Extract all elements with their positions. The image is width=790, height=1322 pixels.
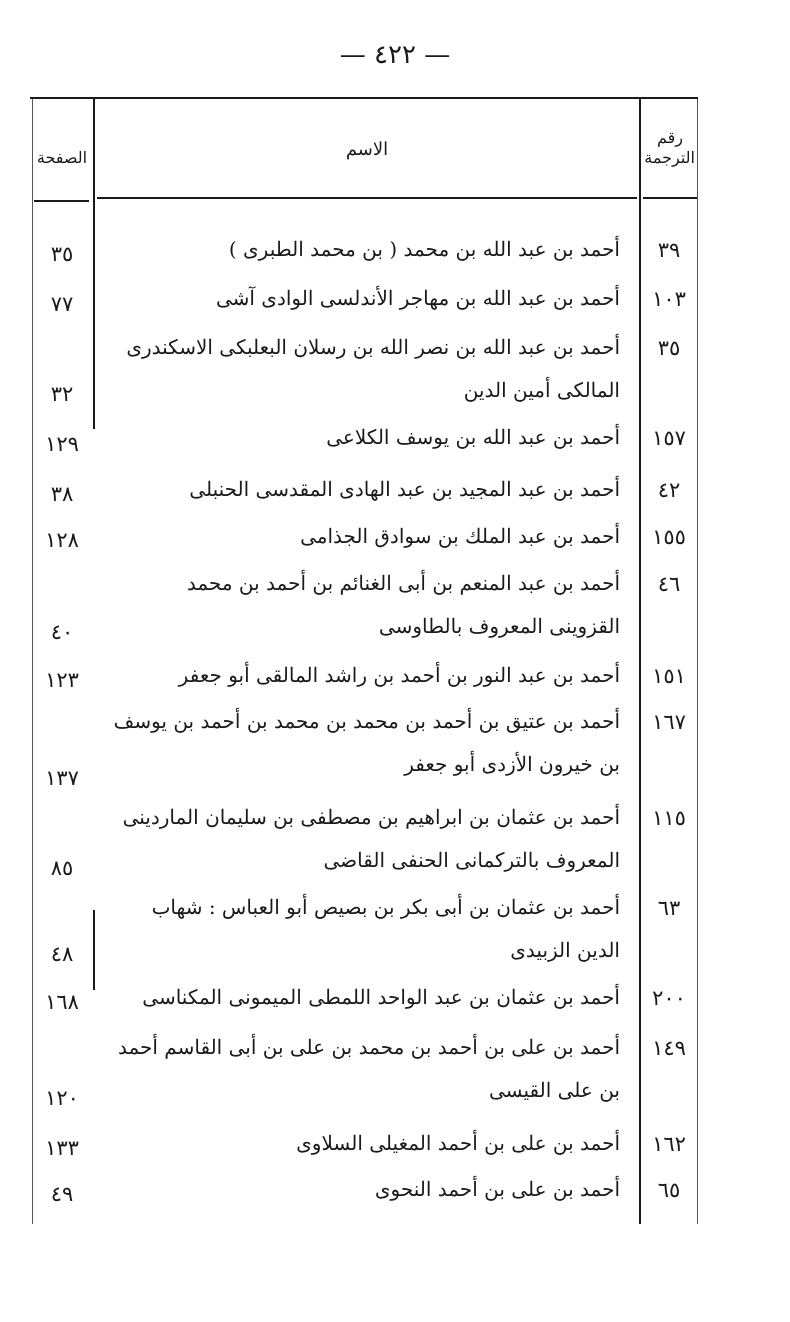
page-number: — ٤٢٢ —: [339, 40, 451, 70]
entry-name: أحمد بن عبد الملك بن سوادق الجذامى: [300, 524, 620, 548]
entry-page: ١٢٨: [45, 528, 79, 552]
entry-number: ١٠٣: [652, 287, 686, 311]
entry-page: ١٦٨: [45, 990, 79, 1014]
entry-name: أحمد بن عثمان بن أبى بكر بن بصيص أبو العباس : شهاب الدين الزبيدى: [151, 895, 620, 962]
left-edge-rule: [32, 99, 33, 1224]
entry-page: ١٣٣: [45, 1136, 79, 1160]
column-divider-page-lower: [93, 910, 95, 990]
header-name: الاسم: [345, 139, 389, 160]
entry-page: ١٢٣: [45, 668, 79, 692]
entry-name: أحمد بن عثمان بن ابراهيم بن مصطفى بن سليمان الماردينى المعروف بالتركمانى الحنفى القاضى: [122, 805, 620, 872]
header-entry-number: رقم الترجمة: [644, 128, 695, 167]
entry-name: أحمد بن عبد الله بن محمد ( بن محمد الطبرى ): [228, 237, 620, 261]
entry-name: أحمد بن عبد النور بن أحمد بن راشد المالقى أبو جعفر: [178, 663, 620, 687]
entry-number: ١٥١: [652, 664, 686, 688]
entry-name: أحمد بن عبد المجيد بن عبد الهادى المقدسى الحنبلى: [189, 477, 620, 501]
entry-page: ٧٧: [50, 292, 74, 316]
entry-page: ١٢٩: [45, 432, 79, 456]
entry-page: ٤٠: [50, 620, 74, 644]
top-rule: [30, 97, 698, 99]
entry-page: ٣٥: [50, 242, 74, 266]
entry-name: أحمد بن عبد الله بن يوسف الكلاعى: [326, 425, 620, 449]
entry-number: ٣٩: [657, 238, 681, 262]
header-bottom-rule-page: [34, 200, 89, 202]
entry-page: ٤٩: [50, 1182, 74, 1206]
entry-number: ٤٢: [657, 478, 681, 502]
column-divider-page: [93, 99, 95, 429]
entry-page: ٨٥: [50, 856, 74, 880]
entry-number: ٦٣: [657, 896, 681, 920]
entry-number: ١٥٥: [652, 525, 686, 549]
entry-name: أحمد بن عبد الله بن مهاجر الأندلسى الوادى آشى: [215, 286, 620, 310]
entry-number: ٢٠٠: [652, 986, 686, 1010]
entry-name: أحمد بن عتيق بن أحمد بن محمد بن محمد بن أحمد بن يوسف بن خيرون الأزدى أبو جعفر: [113, 709, 620, 776]
header-bottom-rule-num: [643, 197, 698, 199]
entry-name: أحمد بن على بن أحمد بن محمد بن على بن أبى القاسم أحمد بن على القيسى: [117, 1035, 620, 1102]
entry-name: أحمد بن على بن أحمد النحوى: [374, 1177, 620, 1201]
right-edge-rule: [697, 99, 698, 1224]
entry-number: ١٦٧: [652, 710, 686, 734]
entry-page: ٣٢: [50, 382, 74, 406]
entry-page: ٤٨: [50, 942, 74, 966]
entry-page: ٣٨: [50, 482, 74, 506]
entry-name: أحمد بن عبد الله بن نصر الله بن رسلان البعلبكى الاسكندرى المالكى أمين الدين: [126, 335, 620, 402]
entry-number: ٦٥: [657, 1178, 681, 1202]
entry-page: ١٣٧: [45, 766, 79, 790]
header-page: الصفحة: [36, 148, 88, 167]
entry-name: أحمد بن عبد المنعم بن أبى الغنائم بن أحمد بن محمد القزوينى المعروف بالطاوسى: [186, 571, 620, 638]
entry-page: ١٢٠: [45, 1086, 79, 1110]
entry-number: ١٥٧: [652, 426, 686, 450]
entry-name: أحمد بن على بن أحمد المغيلى السلاوى: [296, 1131, 620, 1155]
entry-number: ٤٦: [657, 572, 681, 596]
header-bottom-rule: [97, 197, 637, 199]
entry-number: ١٤٩: [652, 1036, 686, 1060]
entry-number: ١٦٢: [652, 1132, 686, 1156]
entry-name: أحمد بن عثمان بن عبد الواحد اللمطى الميمونى المكناسى: [142, 985, 620, 1009]
entry-number: ١١٥: [652, 806, 686, 830]
entry-number: ٣٥: [657, 336, 681, 360]
